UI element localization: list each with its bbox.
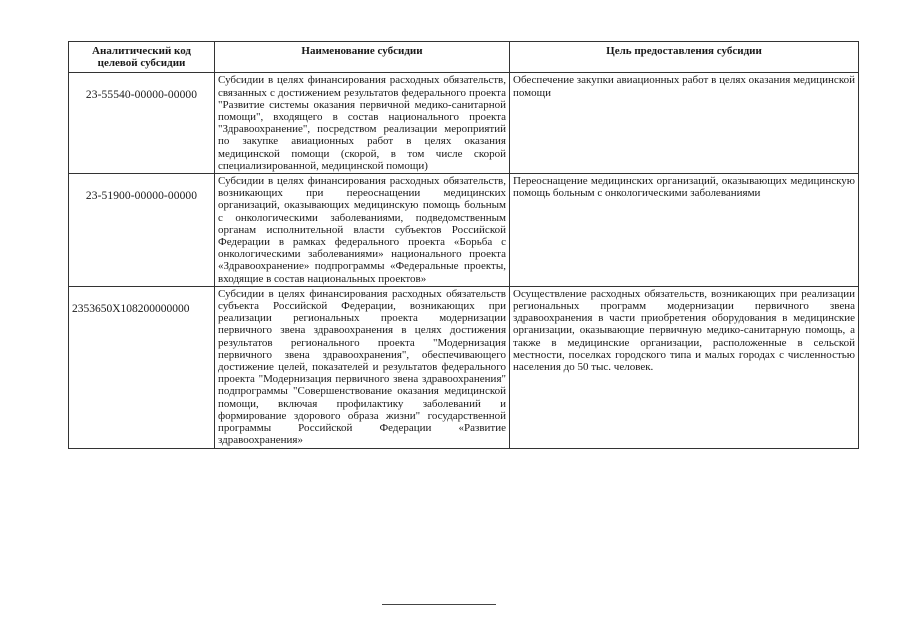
table-row: [69, 286, 859, 448]
cell-name: Субсидии в целях финансирования расходных обязательств, связанных с достижением результатов федерального проекта "Развитие системы оказания первичной медико-санитарной помощи", входящего в состав национального проекта "Здравоохранение", посредством реализации мероприятий по закупке авиационных работ в целях оказания медицинской помощи (скорой, в том числе скорой специализированной, медицинской помощи): [215, 73, 510, 174]
cell-goal: Осуществление расходных обязательств, возникающих при реализации региональных программ модернизации первичного звена здравоохранения в части приобретения оборудования в медицинские организации, оказывающие первичную медико-санитарную помощь, а также в медицинские организации, расположенные в сельской местности, поселках городского типа и малых городах с численностью населения до 50 тыс. человек.: [510, 286, 859, 448]
cell-code: 23-55540-00000-00000: [69, 73, 215, 174]
table-row: [69, 174, 859, 287]
subsidy-table: [68, 41, 859, 449]
cell-name: Субсидии в целях финансирования расходных обязательств, возникающих при переоснащении медицинских организаций, оказывающих медицинскую помощь больным с онкологическими заболеваниями, подведомственным органам исполнительной власти субъектов Российской Федерации в рамках федерального проекта «Борьба с онкологическими заболеваниями» национального проекта «Здравоохранение» подпрограммы «Федеральные проекты, входящие в состав национальных проектов»: [215, 174, 510, 287]
cell-code: 2353650X108200000000: [69, 286, 215, 448]
table-row: [69, 73, 859, 174]
footer-divider: [382, 604, 496, 605]
cell-goal: Обеспечение закупки авиационных работ в целях оказания медицинской помощи: [510, 73, 859, 174]
cell-code: 23-51900-00000-00000: [69, 174, 215, 287]
cell-goal: Переоснащение медицинских организаций, оказывающих медицинскую помощь больным с онкологическими заболеваниями: [510, 174, 859, 287]
cell-name: Субсидии в целях финансирования расходных обязательств субъекта Российской Федерации, возникающих при реализации региональных проекта модернизации первичного звена здравоохранения в целях достижения результатов регионального проекта "Модернизация первичного звена здравоохранения", обеспечивающего достижение целей, показателей и результатов федерального проекта "Модернизация первичного звена здравоохранения" подпрограммы "Совершенствование оказания медицинской помощи, включая профилактику заболеваний и формирование здорового образа жизни" государственной программы Российской Федерации «Развитие здравоохранения»: [215, 286, 510, 448]
header-goal: Цель предоставления субсидии: [510, 42, 859, 73]
header-code: Аналитический код целевой субсидии: [69, 42, 215, 73]
table-header-row: [69, 42, 859, 73]
header-name: Наименование субсидии: [215, 42, 510, 73]
